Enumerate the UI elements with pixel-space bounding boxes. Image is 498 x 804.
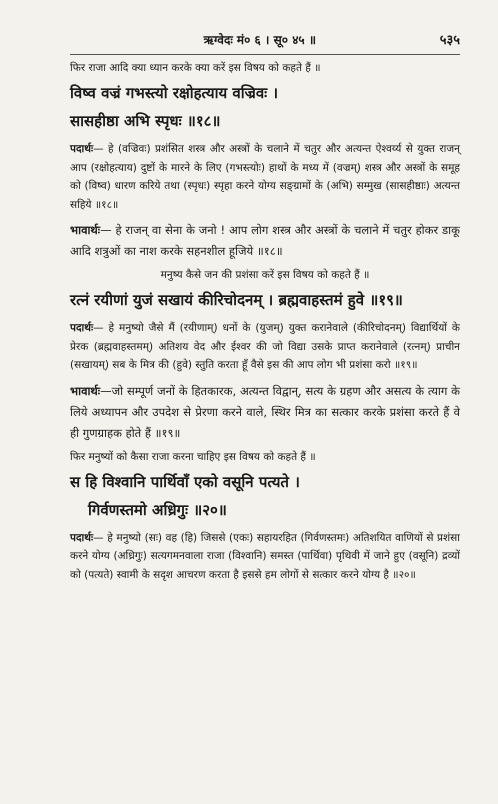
bhavarth-label: भावार्थः	[70, 223, 101, 237]
section-intro: मनुष्य कैसे जन की प्रशंसा करें इस विषय को कहते हैं ॥	[160, 269, 370, 281]
padarth-paragraph	[70, 140, 460, 214]
running-title: ऋग्वेदः मं० ६ । सू० ४५ ॥	[203, 33, 317, 47]
mantra-line: गिर्वणस्तमो अध्रिगुः ॥२०॥	[88, 500, 227, 519]
padarth-label: पदार्थः	[70, 322, 94, 334]
bhavarth-paragraph	[70, 381, 460, 444]
section-intro: फिर मनुष्यों को कैसा राजा करना चाहिए इस विषय को कहते हैं ॥	[70, 450, 316, 463]
padarth-text: — हे मनुष्यो जैसे मैं (रयीणाम्) धनों के (युजम्) युक्त करानेवाले (कीरिचोदनम्) विद्यार्थियों के प्रेरक (ब्रह्मवाहस्तमम्) अतिशय वेद और ईश्वर की जो विद्या उसके प्राप्त करानेवाले (रत्नम्) प्राचीन (सखायम्) सब के मित्र की (हुवे) स्तुति करता हूँ वैसे इस की आप लोग भी प्रशंसा करो ॥१९॥	[70, 322, 460, 371]
padarth-label: पदार्थः	[70, 531, 94, 544]
padarth-text: — हे (वज्रिवः) प्रशंसित शस्त्र और अस्त्रों के चलाने में चतुर और अत्यन्त ऐश्वर्य्य से युक्त राजन् आप (रक्षोहत्याय) दुष्टों के मारने के लिए (गभस्त्योः) हाथों के मध्य में (वज्रम्) शस्त्र और अस्त्रों के समूह को (विष्व) धारण करिये तथा (स्पृधः) स्पृहा करने योग्य सङ्ग्रामों के (अभि) सम्मुख (सासहीष्ठाः) अत्यन्त सहिये ॥१८॥	[70, 143, 460, 211]
bhavarth-text: —जो सम्पूर्ण जनों के हितकारक, अत्यन्त विद्वान्, सत्य के ग्रहण और असत्य के त्याग के लिये अध्यापन और उपदेश से प्रेरणा करने वाले, स्थिर मित्र का सत्कार करके प्रशंसा करते हैं वे ही गुणग्राहक होते हैं ॥१९॥	[70, 383, 460, 440]
bhavarth-paragraph	[70, 220, 460, 262]
page-number: ५३५	[439, 33, 460, 48]
padarth-text: — हे मनुष्यो (सः) वह (हि) जिससे (एकः) सहायरहित (गिर्वणस्तमः) अतिशयित वाणियों से प्रशंसा करने योग्य (अध्रिगुः) सत्यगमनवाला राजा (विश्वानि) समस्त (पार्थिवा) पृथिवी में जाने हुए (वसूनि) द्रव्यों को (पत्यते) स्वामी के सदृश आचरण करता है इससे हम लोगों से सत्कार करने योग्य है ॥२०॥	[70, 531, 460, 581]
section-intro: फिर राजा आदि क्या ध्यान करके क्या करें इस विषय को कहते हैं ॥	[70, 62, 321, 74]
page-body	[70, 61, 460, 584]
padarth-label: पदार्थः	[70, 143, 94, 155]
padarth-paragraph	[70, 319, 460, 375]
mantra-line: सासहीष्ठा अभि स्पृधः ॥१८॥	[70, 112, 221, 130]
mantra-line: रत्नं रयीणां युजं सखायं कीरिचोदनम् । ब्रह्मवाहस्तमं हुवे ॥१९॥	[70, 291, 403, 309]
bhavarth-label: भावार्थः	[70, 383, 101, 398]
padarth-paragraph	[70, 529, 460, 585]
mantra-line: स हि विश्वानि पार्थिवाँ एको वसूनि पत्यते ।	[70, 472, 300, 491]
bhavarth-text: — हे राजन् वा सेना के जनो ! आप लोग शस्त्र और अस्त्रों के चलाने में चतुर होकर डाकू आदि शत्रुओं का नाश करके सहनशील हूजिये ॥१८॥	[70, 223, 460, 258]
mantra-line: विष्व वज्रं गभस्त्यो रक्षोहत्याय वज्रिवः ।	[70, 84, 279, 102]
running-header	[70, 30, 460, 55]
